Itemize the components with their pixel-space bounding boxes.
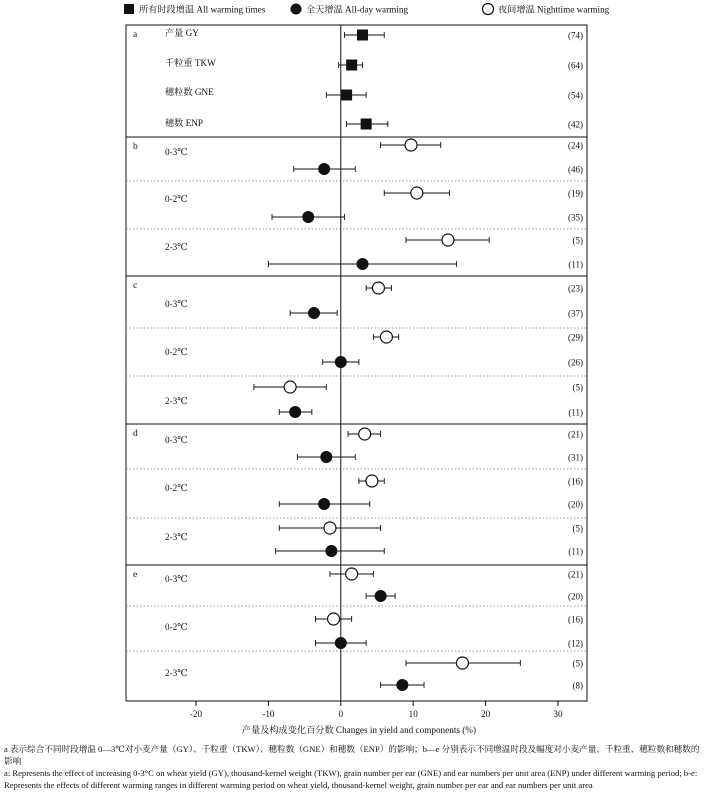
group-label: 千粒重 TKW [165,58,216,68]
point-nighttime-warming [405,139,417,151]
figure-caption-chinese: a 表示综合不同时段增温 0—3℃对小麦产量（GY）、千粒重（TKW）、穗粒数（GNE）和穗数（ENP）的影响；b—e 分别表示不同增温时段及幅度对小麦产量、千粒重、穗粒数和穗数的影响 [4,744,700,766]
group-label: 2-3℃ [165,532,188,542]
point-all-day-warming [302,211,314,223]
sample-size-label: (12) [568,638,583,649]
sample-size-label: (54) [568,90,583,101]
point-all-day-warming [375,590,387,602]
group-label: 0-2℃ [165,194,188,204]
x-axis-label: 产量及构成变化百分数 Changes in yield and components (%) [241,725,477,735]
sample-size-label: (64) [568,60,583,71]
point-all-day-warming [320,451,332,463]
sample-size-label: (37) [568,308,583,319]
sample-size-label: (11) [568,259,583,270]
sample-size-label: (11) [568,407,583,418]
legend-marker-all_day [291,4,302,15]
sample-size-label: (5) [572,235,583,246]
sample-size-label: (46) [568,164,583,175]
group-label: 0-2℃ [165,347,188,357]
sample-size-label: (16) [568,614,583,625]
point-all-day-warming [325,545,337,557]
sample-size-label: (31) [568,452,583,463]
group-label: 2-3℃ [165,396,188,406]
group-label: 0-2℃ [165,622,188,632]
sample-size-label: (23) [568,283,583,294]
x-tick-label: 30 [553,709,563,719]
sample-size-label: (5) [572,523,583,534]
point-all-day-warming [335,637,347,649]
point-all-day-warming [335,356,347,368]
x-tick-label: 10 [408,709,418,719]
sample-size-label: (19) [568,188,583,199]
sample-size-label: (5) [572,382,583,393]
point-nighttime-warming [411,187,423,199]
x-tick-label: 20 [481,709,491,719]
panel-label-c: c [133,281,138,291]
point-nighttime-warming [324,522,336,534]
group-label: 0-2℃ [165,483,188,493]
point-nighttime-warming [442,234,454,246]
group-label: 产量 GY [165,28,199,38]
point-all-day-warming [396,679,408,691]
point-nighttime-warming [359,428,371,440]
sample-size-label: (11) [568,546,583,557]
sample-size-label: (74) [568,30,583,41]
panel-label-e: e [133,570,138,580]
sample-size-label: (20) [568,591,583,602]
point-all-day-warming [308,307,320,319]
sample-size-label: (42) [568,119,583,130]
group-label: 0-3℃ [165,435,188,445]
legend-marker-all_times [124,4,134,14]
legend-marker-nighttime [483,4,494,15]
sample-size-label: (16) [568,476,583,487]
group-label: 2-3℃ [165,668,188,678]
point-nighttime-warming [328,613,340,625]
point-all-day-warming [289,406,301,418]
legend-label-all_times: 所有时段增温 All warming times [139,4,266,15]
x-tick-label: -20 [189,709,203,719]
group-label: 穗数 ENP [165,118,204,128]
group-label: 0-3℃ [165,147,188,157]
point-all-day-warming [318,163,330,175]
point-all-warming-times [361,119,372,130]
point-all-day-warming [357,258,369,270]
figure-caption-english: a: Represents the effect of increasing 0-3°C on wheat yield (GY), thousand-kernel weight (TKW), grain number per ear (GNE) and ear numbers per unit area (ENP) under different warming period; b-e: Represents the effects of different warming ranges in different warming period on wheat yield, thousand-kernel weight, grain number per ear and ear numbers per unit area [4,768,698,790]
group-label: 穗粒数 GNE [165,87,214,97]
point-all-warming-times [346,60,357,71]
sample-size-label: (21) [568,429,583,440]
group-label: 0-3℃ [165,299,188,309]
group-label: 2-3℃ [165,242,188,252]
sample-size-label: (24) [568,140,583,151]
point-nighttime-warming [366,475,378,487]
sample-size-label: (5) [572,658,583,669]
point-nighttime-warming [346,568,358,580]
sample-size-label: (8) [572,680,583,691]
panel-label-a: a [133,30,138,40]
point-all-day-warming [318,498,330,510]
panel-label-b: b [133,142,138,152]
point-nighttime-warming [372,282,384,294]
group-label: 0-3℃ [165,574,188,584]
point-nighttime-warming [284,381,296,393]
point-nighttime-warming [380,331,392,343]
point-all-warming-times [341,90,352,101]
x-tick-label: -10 [262,709,275,719]
sample-size-label: (29) [568,332,583,343]
sample-size-label: (21) [568,569,583,580]
x-tick-label: 0 [338,709,344,719]
point-nighttime-warming [456,657,468,669]
sample-size-label: (20) [568,499,583,510]
point-all-warming-times [357,30,368,41]
sample-size-label: (35) [568,212,583,223]
panel-label-d: d [133,429,138,439]
legend-label-nighttime: 夜间增温 Nighttime warming [498,4,610,15]
sample-size-label: (26) [568,357,583,368]
legend-label-all_day: 全天增温 All-day warming [306,4,409,15]
